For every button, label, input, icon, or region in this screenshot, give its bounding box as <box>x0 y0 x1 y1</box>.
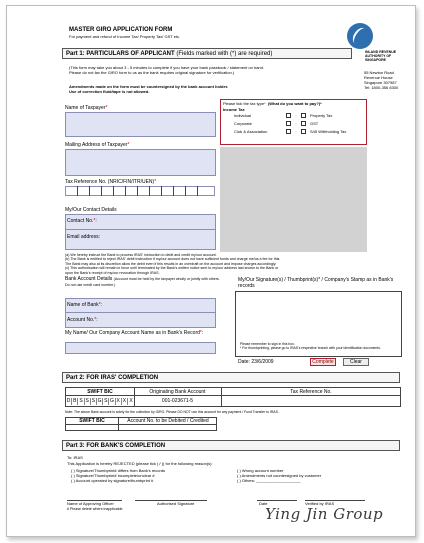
terms-line: (a) We hereby instruct the Bank to process IRAS' instruction to debit and credit my/our account. <box>65 253 217 257</box>
table-divider <box>66 424 217 425</box>
date-field[interactable] <box>238 359 274 365</box>
bank-account-heading: Bank Account Details (Account must be held by the taxpayer wholly or jointly with others. Do not use credit card number.) <box>65 276 220 287</box>
tax-reference-cells[interactable] <box>65 186 215 196</box>
cell-divider <box>101 186 102 196</box>
swift-cell: D <box>66 398 71 404</box>
cell-divider <box>149 186 150 196</box>
form-page <box>6 5 416 537</box>
form-subtitle: For payment and refund of Income Tax/ Property Tax/ GST etc. <box>69 34 181 39</box>
tax-reference-input[interactable] <box>65 186 215 196</box>
swift-cell: X <box>129 398 133 404</box>
terms-line: The Bank may also at its discretion allow the debit even if this results in an overdraft on the account and impose charges accordingly. <box>65 261 277 266</box>
address-line: Singapore 307987 <box>364 80 397 85</box>
swift-bic-header: SWIFT BIC <box>87 389 113 395</box>
address-line: 55 Newton Road <box>364 70 394 75</box>
amendment-line: Use of correction fluid/tape is not allowed. <box>69 89 150 94</box>
property-tax-checkbox[interactable] <box>301 113 306 118</box>
swift-cell: B <box>73 398 77 404</box>
s45-withholding-checkbox[interactable] <box>301 129 306 134</box>
swift-cell: S <box>85 398 89 404</box>
orig-account-header: Originating Bank Account <box>149 389 206 395</box>
cell-divider <box>197 186 198 196</box>
org-address <box>364 70 398 90</box>
name-of-taxpayer-label: Name of Taxpayer* <box>65 105 108 111</box>
verified-by-label: Verified by IRAS <box>305 501 335 506</box>
part2-note: Note: The above Bank account is solely for the collection by GIRO. Please DO NOT use this account for any payment / Fund Transfer to IRAS. <box>65 410 279 414</box>
reasons-left <box>71 468 236 483</box>
swift-bic-header-2: SWIFT BIC <box>79 418 105 424</box>
tax-type-box <box>220 99 367 145</box>
part1-heading: Part 1: PARTICULARS OF APPLICANT <box>66 51 175 57</box>
part1-heading-note: (Fields marked with (*) are required) <box>176 51 273 57</box>
club-association-checkbox[interactable] <box>286 129 291 134</box>
address-line: Tel: 1800-356 8300 <box>364 85 399 90</box>
mailing-address-input[interactable] <box>65 149 216 176</box>
cell-divider <box>137 186 138 196</box>
swift-cell: S <box>91 398 96 404</box>
watermark: Ying Jin Group <box>265 505 384 523</box>
org-name: INLAND REVENUE AUTHORITY OF SINGAPORE <box>365 50 397 62</box>
account-name-label: My Name/ Our Company Account Name as in Bank's Record*: <box>65 330 204 336</box>
tax-ref-header: Tax Reference No. <box>290 389 332 395</box>
reasons-right <box>237 468 402 483</box>
cell-divider <box>161 186 162 196</box>
reason-item[interactable]: ( ) Wrong account number <box>237 468 284 473</box>
swift-cell: G <box>110 398 114 404</box>
part3-to: To: IRAS <box>67 455 83 460</box>
cell-divider <box>125 186 126 196</box>
individual-label: Individual <box>234 113 251 118</box>
sign-notes <box>240 342 398 350</box>
reason-item[interactable]: ( ) Amendments not countersigned by customer <box>237 473 322 478</box>
intro-line: Please do not fax the GIRO form to us as the bank requires original signature for verification.) <box>69 70 235 75</box>
terms-line: (c) This authorisation will remain in force until terminated by the Bank's written notice sent to my/our address last known to the Bank or <box>65 266 279 271</box>
amendments-notice <box>69 84 361 94</box>
individual-checkbox[interactable] <box>286 113 291 118</box>
tax-type-heading: Please tick the tax type* (What do you want to pay?)* <box>223 101 322 106</box>
reason-item[interactable]: ( ) Account operated by signature/thumbprint # <box>71 478 154 483</box>
debit-table <box>65 417 217 431</box>
signature-label: My/Our Signature(s) / Thumbprint(s)* / Company's Stamp as in Bank's records <box>238 277 394 289</box>
orig-account-value: 001-023671-5 <box>161 398 194 404</box>
sign-note: Please remember to sign in this box. <box>240 342 295 346</box>
cell-divider <box>77 186 78 196</box>
logo-swoosh <box>350 25 370 47</box>
part1-heading-bar <box>62 48 352 59</box>
corporate-checkbox[interactable] <box>286 121 291 126</box>
clear-button[interactable]: Clear <box>343 358 369 366</box>
amendment-line: Amendments made on the form must be countersigned by the bank account holder. <box>69 84 229 89</box>
name-of-taxpayer-input[interactable] <box>65 112 216 137</box>
intro-line: (This form may take you about 3 - 5 minutes to complete if you have your bank passbook / statement on hand. <box>69 65 264 70</box>
tax-reference-label: Tax Reference No. (NRIC/FIN/ITR/UEN)* <box>65 179 157 185</box>
reason-item[interactable]: ( ) Others: ____________________ <box>237 478 301 483</box>
club-association-label: Club & Association <box>234 129 268 134</box>
iras-logo <box>347 23 373 49</box>
date-value: 23/6/2009 <box>251 359 274 365</box>
date-label-part3: Date <box>259 501 268 506</box>
mailing-address-label: Mailing Address of Taxpayer* <box>65 142 130 148</box>
swift-cell: S <box>79 398 83 404</box>
bank-divider <box>66 312 216 313</box>
email-label: Email address: <box>67 234 101 240</box>
bank-details-box <box>65 298 216 328</box>
s45-withholding-label: S45 Withholding Tax <box>310 129 347 134</box>
income-tax-label: Income Tax <box>223 107 245 112</box>
cell-divider <box>113 186 114 196</box>
unused-area <box>220 147 367 252</box>
delete-note: # Please delete where inapplicable <box>67 507 123 511</box>
bank-name-label: Name of Bank*: <box>67 302 103 308</box>
terms-line: (b) The Bank is entitled to reject IRAS' debit instruction if my/our account does not have sufficient funds and charge me/us a fee for this. <box>65 257 281 262</box>
swift-code-cells <box>66 396 134 407</box>
cell-divider <box>89 186 90 196</box>
cell-divider <box>173 186 174 196</box>
property-tax-label: Property Tax <box>310 113 333 118</box>
address-line: Revenue House <box>364 75 393 80</box>
contact-no-label: Contact No.*: <box>67 218 97 224</box>
account-no-label: Account No.*: <box>67 317 98 323</box>
swift-cell: X <box>122 398 127 404</box>
contact-details-box <box>65 214 216 250</box>
swift-cell: X <box>116 398 120 404</box>
part2-table <box>65 387 401 407</box>
gst-label: GST <box>310 121 319 126</box>
account-name-input[interactable] <box>65 342 216 354</box>
swift-cell: G <box>97 398 102 404</box>
reason-item[interactable]: ( ) Signature/Thumbprint# differs from Bank's records <box>71 468 166 473</box>
swift-cell: S <box>104 398 108 404</box>
part3-heading: Part 3: FOR BANK'S COMPLETION <box>62 440 400 451</box>
sign-note: * For thumbprinting, please go to IRAS's respective branch with your identification documents. <box>240 346 381 350</box>
authorised-signature-label: Authorised Signature <box>157 501 195 506</box>
date-label: Date: <box>238 359 250 365</box>
gst-checkbox[interactable] <box>301 121 306 126</box>
cell-divider <box>185 186 186 196</box>
contact-details-heading: My/Our Contact Details <box>65 207 117 213</box>
terms-line: upon the Bank's receipt of my/our revocation through IRAS. <box>65 270 160 275</box>
corporate-label: Corporate <box>234 121 252 126</box>
approving-officer-label: Name of Approving Officer <box>67 501 114 506</box>
complete-button[interactable]: Complete <box>310 358 336 366</box>
part3-rejected: This Application is hereby REJECTED (please tick (✓)) for the following reason(s): <box>67 461 213 466</box>
terms-block <box>65 253 405 275</box>
part2-heading: Part 2: FOR IRAS' COMPLETION <box>62 372 400 383</box>
contact-divider <box>66 229 216 230</box>
reason-item[interactable]: ( ) Signature/Thumbprint# incomplete/unclear # <box>71 473 155 478</box>
signature-box[interactable] <box>235 291 402 357</box>
form-title: MASTER GIRO APPLICATION FORM <box>69 27 173 33</box>
account-debited-header: Account No. to be Debited / Credited <box>127 418 209 424</box>
part1-intro <box>69 65 361 75</box>
